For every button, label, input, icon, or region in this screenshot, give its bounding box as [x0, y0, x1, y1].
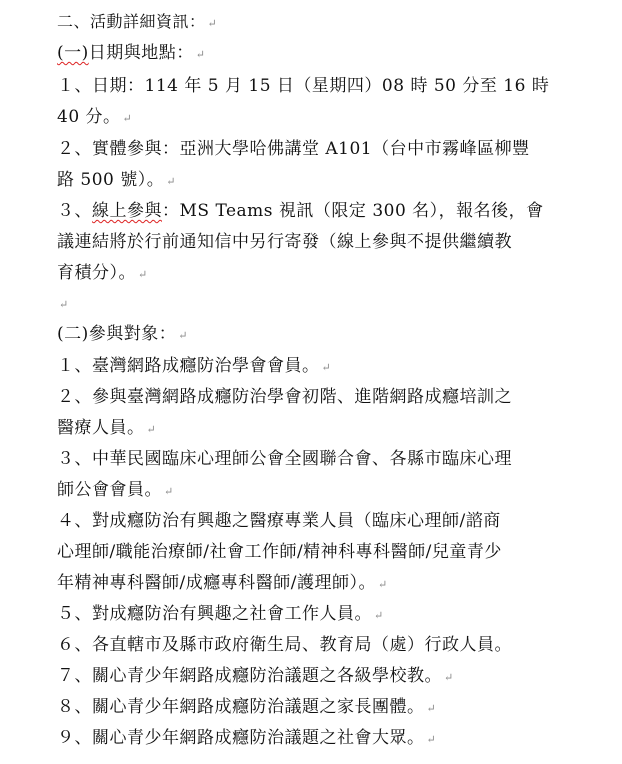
paragraph-mark-icon: ↵: [164, 485, 174, 498]
online-item-line-2: 議連結將於行前通知信中另行寄發（線上參與不提供繼續教: [57, 232, 512, 252]
paragraph-mark-icon: ↵: [166, 175, 176, 188]
participant-item-2-line-2: 醫療人員。 ↵: [57, 418, 157, 438]
paragraph-mark-icon: ↵: [321, 361, 332, 374]
participant-item-4-line-1: ４、對成癮防治有興趣之醫療專業人員（臨床心理師/諮商: [57, 511, 501, 531]
empty-paragraph: [57, 291, 69, 317]
paragraph-mark-icon: ↵: [207, 17, 218, 30]
participant-item-2-line-1: ２、參與臺灣網路成癮防治學會初階、進階網路成癮培訓之: [57, 387, 512, 407]
participant-item-6: ６、各直轄市及縣市政府衛生局、教育局（處）行政人員。: [57, 635, 512, 655]
date-place-heading-number: (一): [57, 43, 89, 63]
participants-heading: (二)參與對象： ↵: [57, 324, 188, 344]
paragraph-mark-icon: ↵: [374, 609, 384, 622]
date-item-line-2: 40 分。 ↵: [57, 107, 133, 127]
paragraph-mark-icon: ↵: [59, 298, 69, 311]
paragraph-mark-icon: ↵: [138, 268, 148, 281]
paragraph-mark-icon: ↵: [146, 423, 157, 436]
participant-item-3-line-2: 師公會會員。 ↵: [57, 480, 174, 500]
online-item-line-3: 育積分）。 ↵: [57, 263, 148, 283]
paragraph-mark-icon: ↵: [195, 48, 206, 61]
venue-item-line-1: ２、實體參與：亞洲大學哈佛講堂 A101（台中市霧峰區柳豐: [57, 139, 530, 159]
participant-item-4-line-2: 心理師/職能治療師/社會工作師/精神科專科醫師/兒童青少: [57, 542, 502, 562]
paragraph-mark-icon: ↵: [426, 733, 437, 746]
participant-item-7: ７、關心青少年網路成癮防治議題之各級學校教。 ↵: [57, 666, 454, 686]
section-title: 二、活動詳細資訊： ↵: [57, 12, 218, 31]
paragraph-mark-icon: ↵: [122, 112, 133, 125]
online-item-line-1: ３、線上參與：MS Teams 視訊（限定 300 名），報名後，會: [57, 201, 544, 221]
date-place-heading: [57, 41, 205, 67]
paragraph-mark-icon: ↵: [426, 702, 437, 715]
paragraph-mark-icon: ↵: [377, 578, 388, 591]
venue-item-line-2: 路 500 號）。 ↵: [57, 170, 176, 190]
participant-item-3-line-1: ３、中華民國臨床心理師公會全國聯合會、各縣市臨床心理: [57, 449, 512, 469]
participant-item-4-line-3: 年精神專科醫師/成癮專科醫師/護理師）。 ↵: [57, 573, 388, 593]
paragraph-mark-icon: ↵: [178, 329, 188, 342]
date-item-line-1: １、日期：114 年 5 月 15 日（星期四）08 時 50 分至 16 時: [57, 76, 550, 96]
paragraph-mark-icon: ↵: [444, 671, 454, 684]
participant-item-5: ５、對成癮防治有興趣之社會工作人員。 ↵: [57, 604, 384, 624]
participant-item-8: ８、關心青少年網路成癮防治議題之家長團體。 ↵: [57, 697, 437, 717]
participant-item-1: １、臺灣網路成癮防治學會會員。 ↵: [57, 356, 332, 376]
date-place-heading-text: 日期與地點：: [88, 43, 194, 63]
online-participation-term: 線上參與: [92, 201, 162, 221]
participant-item-9: ９、關心青少年網路成癮防治議題之社會大眾。 ↵: [57, 728, 437, 748]
